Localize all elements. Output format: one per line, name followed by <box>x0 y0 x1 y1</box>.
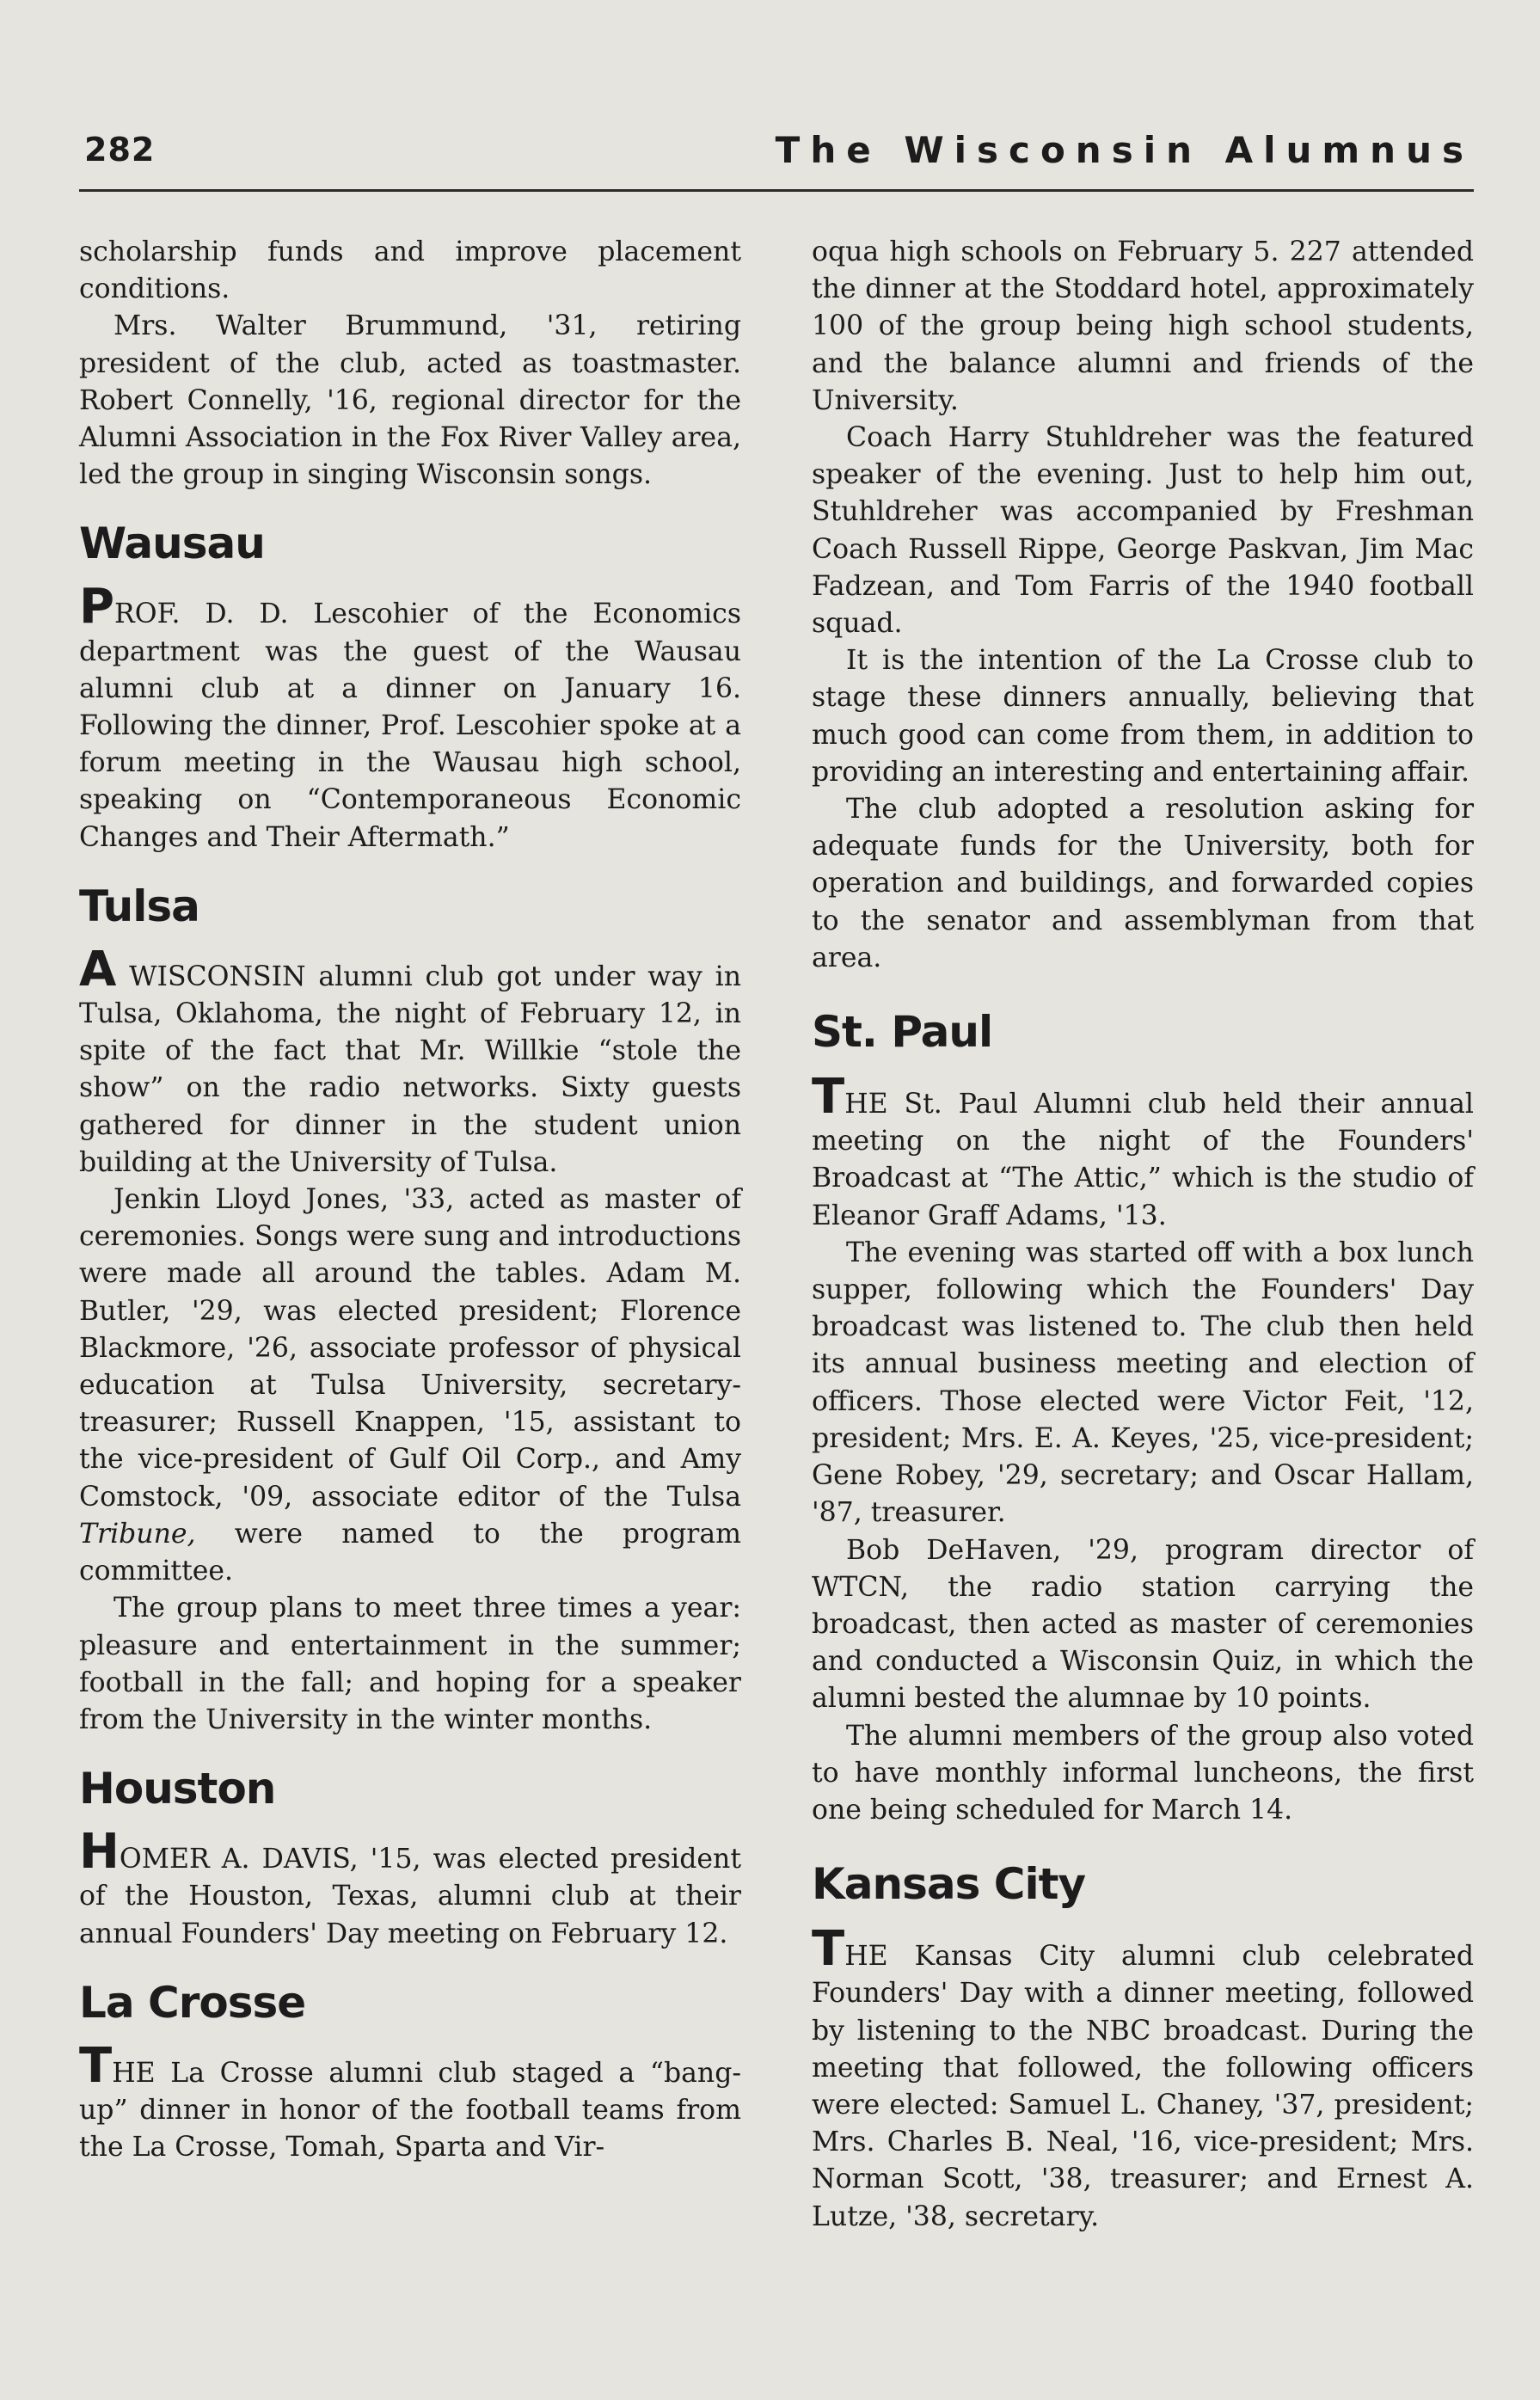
houston-paragraph-1: HOMER A. DAVIS, '15, was elected president of the Houston, Texas, alumni club at their annual Founders' Day meeting on February 12. <box>79 1824 741 1949</box>
la-crosse-paragraph-2: oqua high schools on February 5. 227 attended the dinner at the Stoddard hotel, approximately 100 of the group being high school students, and the balance alumni and friends of the University. <box>812 236 1474 416</box>
la-crosse-paragraph-1: THE La Crosse alumni club staged a “bang-up” dinner in honor of the football teams from the La Crosse, Tomah, Sparta and Vir- <box>79 2037 741 2164</box>
left-column <box>79 234 741 2166</box>
section-heading-wausau: Wausau <box>79 519 265 569</box>
right-column <box>812 234 1474 2236</box>
la-crosse-paragraph-4: It is the intention of the La Crosse club to stage these dinners annually, believing that much good can come from them, in addition to providing an interesting and entertaining affair. <box>812 645 1474 788</box>
tulsa-paragraph-3: The group plans to meet three times a year: pleasure and entertainment in the summer; football in the fall; and hoping for a speaker from the University in the winter months. <box>79 1593 741 1735</box>
intro-paragraph-2: Mrs. Walter Brummund, '31, retiring president of the club, acted as toastmaster. Robert Connelly, '16, regional director for the Alumni Association in the Fox River Valley area, led the group in singing Wisconsin songs. <box>79 310 741 491</box>
tulsa-paragraph-1: A WISCONSIN alumni club got under way in Tulsa, Oklahoma, the night of February 12, in spite of the fact that Mr. Willkie “stole the show” on the radio networks. Sixty guests gathered for dinner in the student union building at the University of Tulsa. <box>79 941 741 1178</box>
page-header <box>79 120 1474 192</box>
st-paul-paragraph-4: The alumni members of the group also voted to have monthly informal luncheons, the first one being scheduled for March 14. <box>812 1720 1474 1826</box>
tulsa-paragraph-2-start: Jenkin Lloyd Jones, '33, acted as master of ceremonies. Songs were sung and introductions were made all around the tables. Adam M. Butler, '29, was elected president; Florence Blackmore, '26, associate professor of physical education at Tulsa University, secretary-treasurer; Russell Knappen, '15, assistant to the vice-president of Gulf Oil Corp., and Amy Comstock, '09, associate editor of the Tulsa <box>79 1184 741 1513</box>
section-heading-st-paul: St. Paul <box>812 1007 993 1058</box>
page-number: 282 <box>84 131 156 169</box>
section-heading-la-crosse: La Crosse <box>79 1977 306 2028</box>
la-crosse-paragraph-3: Coach Harry Stuhldreher was the featured speaker of the evening. Just to help him out, Stuhldreher was accompanied by Freshman Coach Russell Rippe, George Paskvan, Jim Mac Fadzean, and Tom Farris of the 1940 football squad. <box>812 422 1474 640</box>
intro-paragraph-1: scholarship funds and improve placement conditions. <box>79 236 741 305</box>
kansas-city-paragraph-1: THE Kansas City alumni club celebrated Founders' Day with a dinner meeting, followed by listening to the NBC broadcast. During the meeting that followed, the following officers were elected: Samuel L. Chaney, '37, president; Mrs. Charles B. Neal, '16, vice-president; Mrs. Norman Scott, '38, treasurer; and Ernest A. Lutze, '38, secretary. <box>812 1921 1474 2232</box>
st-paul-paragraph-1: THE St. Paul Alumni club held their annual meeting on the night of the Founders' Broadcast at “The Attic,” which is the studio of Eleanor Graff Adams, '13. <box>812 1069 1474 1231</box>
section-heading-tulsa: Tulsa <box>79 881 199 931</box>
tulsa-paragraph-2 <box>79 1182 741 1590</box>
st-paul-paragraph-3: Bob DeHaven, '29, program director of WTCN, the radio station carrying the broadcast, then acted as master of ceremonies and conducted a Wisconsin Quiz, in which the alumni bested the alumnae by 10 points. <box>812 1534 1474 1715</box>
journal-title: The Wisconsin Alumnus <box>775 129 1474 171</box>
tulsa-paragraph-2-end: were named to the program committee. <box>79 1518 741 1587</box>
la-crosse-paragraph-5: The club adopted a resolution asking for adequate funds for the University, both for operation and buildings, and forwarded copies to the senator and assemblyman from that area. <box>812 794 1474 973</box>
st-paul-paragraph-2: The evening was started off with a box lunch supper, following which the Founders' Day broadcast was listened to. The club then held its annual business meeting and election of officers. Those elected were Victor Feit, '12, president; Mrs. E. A. Keyes, '25, vice-president; Gene Robey, '29, secretary; and Oscar Hallam, '87, treasurer. <box>812 1237 1474 1529</box>
section-heading-kansas-city: Kansas City <box>812 1859 1086 1910</box>
wausau-paragraph-1: PROF. D. D. Lescohier of the Economics department was the guest of the Wausau alumni club at a dinner on January 16. Following the dinner, Prof. Lescohier spoke at a forum meeting in the Wausau high school, speaking on “Contemporaneous Economic Changes and Their Aftermath.” <box>79 579 741 853</box>
tribune-italic: Tribune, <box>79 1518 196 1550</box>
section-heading-houston: Houston <box>79 1764 276 1814</box>
